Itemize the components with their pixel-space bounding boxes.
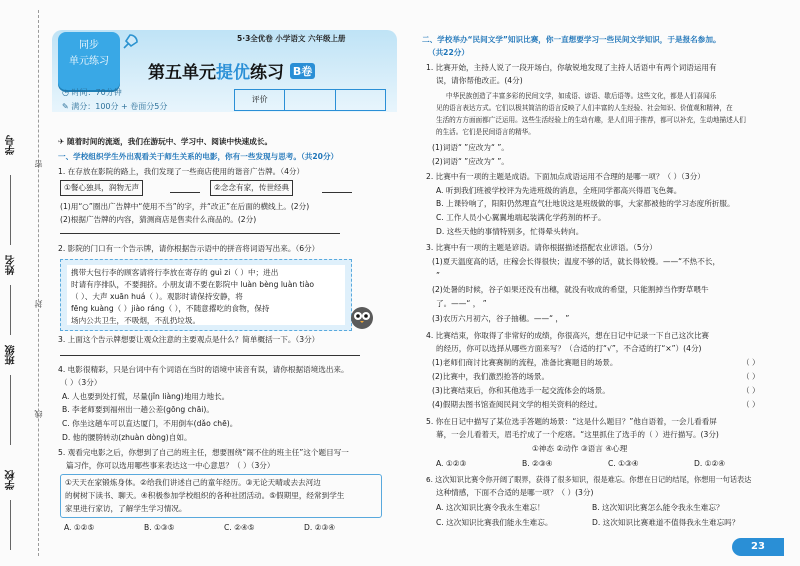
q1-part-a: (1)用“○”圈出广告牌中“使用不当”的字，并“改正”在后面的横线上。(2分) [60,202,310,211]
r-q2-option-c[interactable]: C. 工作人员小心翼翼地端起装满化学药剂的杯子。 [436,213,606,222]
title-highlight: 提优 [216,63,250,83]
notice-content [67,265,345,325]
q1-answer-line[interactable] [60,226,340,237]
r-q4-stem-2: 的经历，你可以选择从哪些方面来写？（合适的打“√”，不合适的打“×”）(4分) [436,344,702,353]
sync-practice-badge [58,32,120,90]
school-field[interactable] [10,500,11,550]
title-suffix: 练习 [250,63,284,83]
r-q4-item-2: (2)比赛中，我们激烈抢答的场景。 [432,372,550,381]
r-q1-fix-2[interactable]: (2)词语“ ”应改为“ ”。 [432,157,509,166]
r-q3-item-1-answer[interactable]: ” [436,271,440,280]
r-q5-stem-2: 幕，一会儿看着天，眉毛拧成了一个疙瘩。“这里抓住了选手的（ ）进行描写。(3分) [436,430,719,439]
q5-choice-a[interactable]: A. ①②⑤ [64,523,95,532]
left-page [52,0,397,566]
q1-stem: 1. 在存放在影院的路上，我们发现了一些商店使用的谐音广告牌。（4分） [58,167,305,176]
r-q3-item-2-answer[interactable]: 了。——“ ， ” [436,299,487,308]
q4-score: （ ）（3分） [60,378,102,387]
q2-stem: 2. 影院的门口有一个告示牌，请你根据告示语中的拼音将词语写出来。（6分） [58,244,320,253]
r-q1-passage-1: 中华民族创造了丰富多彩的民间文学，如成语、谚语、歇后语等。这些文化，都是人们喜闻乐 [446,92,717,100]
notice-line-4: fēng kuàng（ ）jiào ráng（ ），不随意撂吃的食物，保持 [71,304,270,313]
intro-text: 随着时间的流逝，我们在游玩中、学习中、阅读中快速成长。 [67,137,273,146]
r-q4-answer-3[interactable]: （ ） [742,386,760,395]
title-prefix: 第五单元 [148,63,216,83]
r-q1-passage-2: 见的语言表达方式。它们以极其简洁的语言反映了人们丰富的人生经验、社会知识、价值观和精神，在 [436,104,733,112]
time-text: 时间：70分钟 [71,88,122,97]
owl-mascot-icon [347,302,377,332]
notice-board [60,259,352,331]
notice-line-2: 时请有序排队，不要拥挤。小朋友请不要在影院中 luàn bèng luàn tiào [71,280,315,289]
class-field[interactable] [10,375,11,445]
time-limit: ◷ 时间：70分钟 [62,88,122,97]
cut-char-1: 密 [34,160,43,168]
r-q5-options: ①神态 ②动作 ③语言 ④心理 [532,444,628,453]
q1-part-b: (2)根据广告牌的内容，猜测商店是售卖什么商品的。(2分) [60,215,257,224]
q5-material-2: 的树树下读书、聊天。④积极参加学校组织的各种社团活动。⑤假期里，经常到学生 [65,491,345,500]
grade-cell-2[interactable] [336,90,385,110]
ad-sign-1: ①餐心独具，润物无声 [60,180,143,196]
badge-line1: 同步 [79,40,99,51]
student-no-field[interactable] [10,175,11,245]
q4-option-c[interactable]: C. 你坐这趟车可以直达厦门，不用倒车(dǎo chē)。 [62,419,238,428]
name-label: 姓名 [6,255,17,275]
school-label: 学校 [6,470,17,490]
cut-dashed-line [38,10,39,556]
r-q6-option-d[interactable]: D. 这次知识比赛难道不值得我永生难忘吗？ [592,518,740,527]
q1-blank-2[interactable] [322,192,352,193]
r-q3-item-2: (2)处暑的时候，谷子如果还没有出穗，就没有收成的希望，只能割掉当作野草喂牛 [432,285,709,294]
class-label: 班级 [6,345,17,365]
r-q4-answer-2[interactable]: （ ） [742,372,760,381]
r-q4-item-4: (4)假期去图书馆查阅民间文学的相关资料的经过。 [432,400,603,409]
q4-option-a[interactable]: A. 人也要到处打慌，尽量(jǐn liàng)地用力地长。 [62,392,230,401]
r-q6-stem: 6. 这次知识比赛令你开阔了眼界，获得了很多知识，很是难忘。你想在日记的结尾，你想用一句话表达 [426,475,752,484]
r-q4-answer-4[interactable]: （ ） [742,400,760,409]
q1-blank-1[interactable] [170,192,200,193]
section2-score: （共22分） [428,48,469,57]
r-q3-stem: 3. 比赛中有一项的主题是谚语。请你根据描述搭配农业谚语。（5分） [426,243,657,252]
r-q5-choice-a[interactable]: A. ①②③ [436,459,467,468]
q5-stem: 5. 观看完电影之后，你想到了自己的班主任，想要围绕“闹不住的班主任”这个题目写一 [58,448,349,457]
grade-box [234,89,386,111]
q5-choice-b[interactable]: B. ①③⑤ [144,523,175,532]
r-q6-option-b[interactable]: B. 这次知识比赛怎么能令我永生难忘？ [592,503,724,512]
q5-stem-2: 篇习作，你可以选用哪些事来表达这一中心意思？（ ）（3分） [66,461,275,470]
r-q1-fix-1[interactable]: (1)词语“ ”应改为“ ”。 [432,143,509,152]
page-title [148,58,315,83]
r-q2-option-b[interactable]: B. 上课铃响了，阳阳仍然理直气壮地说这是班级做的事，大家都被他的学习态度所折服。 [436,199,735,208]
r-q3-item-3[interactable]: (3)农历六月初六，谷子抽穗。——“ ， ” [432,314,570,323]
notice-line-3: （ ）、大声 xuān huá（ ）。观影时请保持安静，将 [71,292,243,301]
q5-choice-d[interactable]: D. ②③④ [304,523,336,532]
r-q4-item-3: (3)比赛结束后，你和其他选手一起交流体会的场景。 [432,386,610,395]
student-no-label: 学号 [6,135,17,155]
cut-char-3: 线 [34,410,43,418]
notice-line-5: 场内公共卫生，不吸烟，不乱扔垃圾。 [71,316,201,325]
q5-choice-c[interactable]: C. ②④⑤ [224,523,255,532]
binding-gutter [0,0,46,566]
r-q5-choice-b[interactable]: B. ②③④ [522,459,553,468]
r-q6-option-c[interactable]: C. 这次知识比赛我们能永生难忘。 [436,518,553,527]
ad-sign-row [60,180,310,198]
section1-heading: 一、学校组织学生外出观看关于师生关系的电影，你有一些发现与思考。（共20分） [58,152,339,161]
r-q4-stem: 4. 比赛结束，你取得了非常好的成绩，你很高兴，想在日记中记录一下自己这次比赛 [426,331,710,340]
cut-char-2: 封 [34,300,43,308]
q3-answer-line[interactable] [60,348,360,359]
r-q3-item-1: (1)夏天温度高的话，庄稼会长得很快；温度不够的话，就长得较慢。——“不热不长， [432,257,721,266]
section2-heading: 二、学校举办“民间文学”知识比赛，你一直想要学习一些民间文学知识，于是报名参加。 [422,35,721,44]
score-text: 满分：100分 + 卷面分5分 [71,102,168,111]
grade-cell-1[interactable] [285,90,335,110]
r-q1-passage-4: 的生活。它们是民间语言的精华。 [436,128,535,136]
q4-option-d[interactable]: D. 他的腰胯转动(zhuàn dòng)自如。 [62,433,192,442]
r-q2-option-d[interactable]: D. 这些天他的事情特别多，忙得晕头转向。 [436,227,584,236]
r-q5-stem: 5. 你在日记中描写了某位选手答题的场景：“这是什么题目？”他自语着，一会儿看看屏 [426,417,717,426]
ad-sign-2: ②念念有家，传世经典 [210,180,293,196]
full-score: ✎ 满分：100分 + 卷面分5分 [62,102,168,111]
r-q5-choice-c[interactable]: C. ①③④ [608,459,639,468]
r-q4-item-1: (1)老师们商讨比赛赛制的流程，准备比赛题目的场景。 [432,358,618,367]
intro-line: ✈ 随着时间的流逝，我们在游玩中、学习中、阅读中快速成长。 [58,137,273,146]
q5-material-3: 家里进行家访，了解学生学习情况。 [65,504,187,513]
q5-material-1: ①天天在家锻炼身体。②给我们讲述自己的童年经历。③无论天晴或去去河边 [65,478,321,487]
q4-stem: 4. 电影很精彩，只是台词中有个词语在当时的语境中读音有误，请你根据语境选出来。 [58,365,349,374]
name-field[interactable] [10,285,11,335]
r-q1-passage-3: 生活的方方面面都广泛运用。这些生活经验上的生动有趣，是人们用于推荐，都可以补充，生动地描述人们 [436,116,746,124]
q3-stem: 3. 上面这个告示牌想要让观众注意的主要观点是什么？简单概括一下。（3分） [58,335,320,344]
q5-material-box [60,474,382,518]
r-q6-option-a[interactable]: A. 这次知识比赛令我永生难忘！ [436,503,545,512]
r-q1-stem: 1. 比赛开始，主持人说了一段开场白，你敏锐地发现了主持人话语中有两个词语运用有 [426,63,717,72]
notice-line-1: 携带大包行李的顾客请将行李放在寄存的 guì zi（ ）中；进出 [71,268,279,277]
publisher-line: 5·3全优卷 小学语文 六年级上册 [237,34,346,43]
r-q1-stem-2: 误，请你帮他改正。(4分) [436,76,523,85]
rocket-icon [120,32,140,52]
page-number: 23 [732,538,784,556]
q4-option-b[interactable]: B. 李老师要到福州出一趟公差(gōng chāi)。 [62,405,214,414]
title-badge: B卷 [290,63,315,79]
r-q2-stem: 2. 比赛中有一项的主题是成语。下面加点成语运用不合理的是哪一项？（ ）（3分） [426,172,705,181]
badge-line2: 单元练习 [69,56,109,67]
r-q6-stem-2: 这种情感，下面不合适的是哪一项？（ ）(3分) [436,488,594,497]
r-q5-choice-d[interactable]: D. ①②④ [694,459,726,468]
r-q4-answer-1[interactable]: （ ） [742,358,760,367]
r-q2-option-a[interactable]: A. 听到我们班被学校评为先进班级的消息，全班同学都高兴得眉飞色舞。 [436,186,682,195]
grade-label: 评价 [235,90,285,110]
right-page [422,0,792,566]
